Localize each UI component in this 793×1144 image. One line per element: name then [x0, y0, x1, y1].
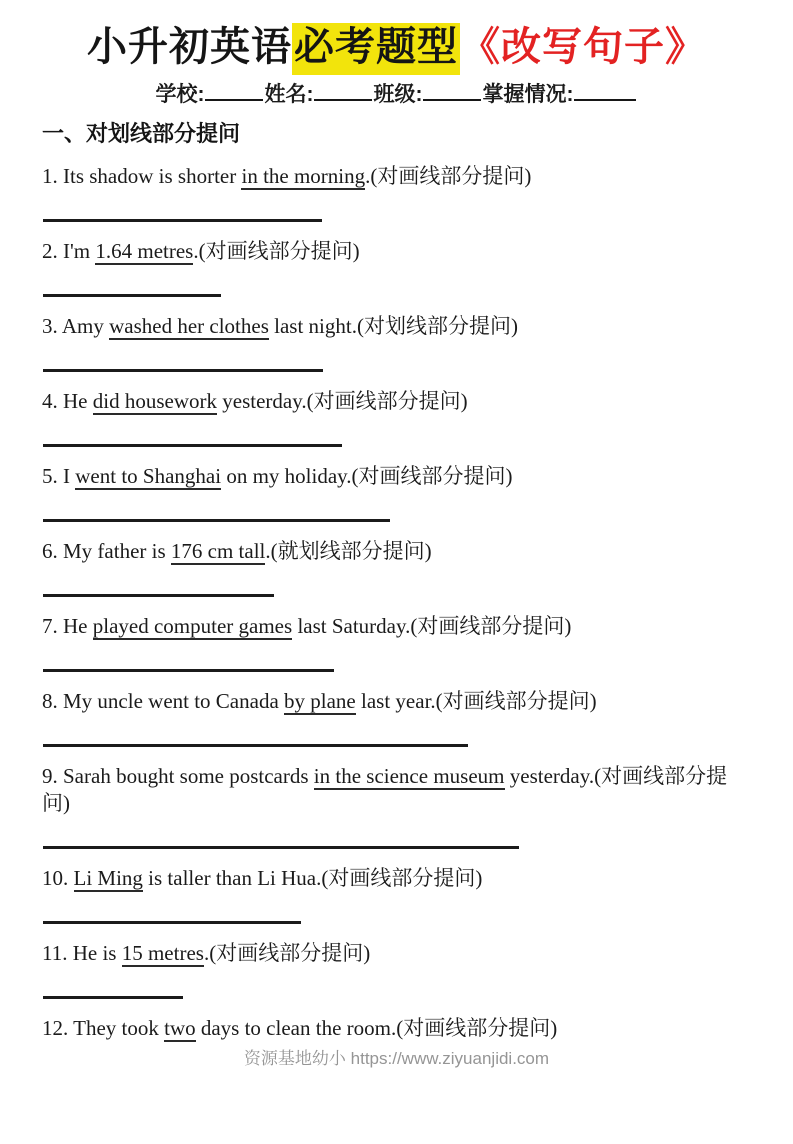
fill-in-blank — [574, 82, 636, 101]
sentence-post: is taller than Li Hua.(对画线部分提问) — [142, 866, 483, 890]
sentence-post: days to clean the room.(对画线部分提问) — [195, 1016, 558, 1040]
underlined-phrase: Li Ming — [73, 866, 143, 890]
underlined-phrase: 176 cm tall — [170, 539, 266, 563]
sentence-post: .(对画线部分提问) — [203, 941, 371, 965]
sentence — [42, 865, 755, 892]
info-field-school — [156, 82, 265, 108]
answer-blank-line — [43, 444, 342, 447]
exercise-item-1 — [42, 163, 755, 222]
info-label: 学校: — [155, 83, 205, 106]
sentence — [42, 613, 755, 640]
title-part-red: 《改写句子》 — [460, 25, 706, 69]
underlined-phrase: washed her clothes — [109, 314, 269, 338]
sentence — [42, 313, 755, 340]
sentence-pre: 5. I — [42, 464, 76, 488]
sentence-post: .(对画线部分提问) — [193, 239, 360, 263]
sentence-pre: 10. — [42, 866, 74, 890]
title-part-plain: 小升初英语 — [87, 25, 292, 69]
sentence-pre: 1. Its shadow is shorter — [42, 164, 242, 188]
sentence-pre: 6. My father is — [42, 539, 171, 563]
sentence-pre: 11. He is — [42, 941, 122, 965]
sentence-pre: 12. They took — [42, 1016, 165, 1040]
worksheet-body — [0, 120, 793, 1042]
answer-blank-line — [43, 921, 301, 924]
sentence-post: last Saturday.(对画线部分提问) — [292, 614, 572, 638]
sentence-post: yesterday.(对画线部分提问) — [42, 764, 728, 815]
sentence-post: yesterday.(对画线部分提问) — [217, 389, 468, 413]
sentence-pre: 9. Sarah bought some postcards — [42, 764, 314, 788]
info-field-mastery — [483, 82, 638, 108]
fill-in-blank — [314, 82, 372, 101]
sentence — [42, 538, 755, 565]
underlined-phrase: 1.64 metres — [95, 239, 194, 263]
answer-blank-line — [43, 744, 468, 747]
info-label: 班级: — [373, 83, 423, 106]
exercise-item-3 — [42, 313, 755, 372]
sentence — [42, 388, 755, 415]
sentence — [42, 238, 755, 265]
info-label: 姓名: — [264, 83, 314, 106]
underlined-phrase: by plane — [284, 689, 356, 713]
info-field-name — [265, 82, 374, 108]
exercise-item-5 — [42, 463, 755, 522]
answer-blank-line — [43, 846, 519, 849]
info-label: 掌握情况: — [482, 83, 574, 106]
fill-in-blank — [205, 82, 263, 101]
sentence — [42, 940, 755, 967]
sentence — [42, 463, 755, 490]
sentence-post: .(对画线部分提问) — [365, 164, 532, 188]
underlined-phrase: played computer games — [92, 614, 293, 638]
underlined-phrase: went to Shanghai — [75, 464, 222, 488]
sentence-post: last night.(对划线部分提问) — [268, 314, 518, 338]
sentence-pre: 2. I'm — [42, 239, 96, 263]
underlined-phrase: did housework — [92, 389, 217, 413]
answer-blank-line — [43, 669, 334, 672]
exercise-item-7 — [42, 613, 755, 672]
exercise-item-8 — [42, 688, 755, 747]
fill-in-blank — [423, 82, 481, 101]
sentence — [42, 688, 755, 715]
exercise-item-6 — [42, 538, 755, 597]
answer-blank-line — [43, 219, 322, 222]
exercise-item-2 — [42, 238, 755, 297]
info-field-class — [374, 82, 483, 108]
exercise-item-11 — [42, 940, 755, 999]
exercise-item-12 — [42, 1015, 755, 1042]
underlined-phrase: two — [164, 1016, 196, 1040]
exercise-item-9 — [42, 763, 755, 849]
answer-blank-line — [43, 594, 274, 597]
sentence — [42, 163, 755, 190]
exercise-item-10 — [42, 865, 755, 924]
title-part-highlighted: 必考题型 — [292, 23, 460, 75]
sentence — [42, 763, 755, 817]
exercise-list — [42, 163, 755, 1042]
section-heading: 一、对划线部分提问 — [42, 121, 241, 146]
answer-blank-line — [43, 294, 221, 297]
exercise-item-4 — [42, 388, 755, 447]
student-info-line — [0, 82, 793, 108]
sentence — [42, 1015, 755, 1042]
sentence-pre: 7. He — [42, 614, 93, 638]
sentence-pre: 3. Amy — [42, 314, 110, 338]
sentence-pre: 8. My uncle went to Canada — [42, 689, 285, 713]
sentence-pre: 4. He — [42, 389, 93, 413]
sentence-post: last year.(对画线部分提问) — [355, 689, 597, 713]
answer-blank-line — [43, 519, 390, 522]
answer-blank-line — [43, 369, 323, 372]
answer-blank-line — [43, 996, 183, 999]
page-title — [0, 22, 793, 72]
underlined-phrase: in the science museum — [313, 764, 505, 788]
footer-watermark: 资源基地幼小 https://www.ziyuanjidi.com — [243, 1049, 550, 1068]
underlined-phrase: 15 metres — [121, 941, 204, 965]
sentence-post: on my holiday.(对画线部分提问) — [221, 464, 513, 488]
sentence-post: .(就划线部分提问) — [265, 539, 432, 563]
underlined-phrase: in the morning — [241, 164, 366, 188]
